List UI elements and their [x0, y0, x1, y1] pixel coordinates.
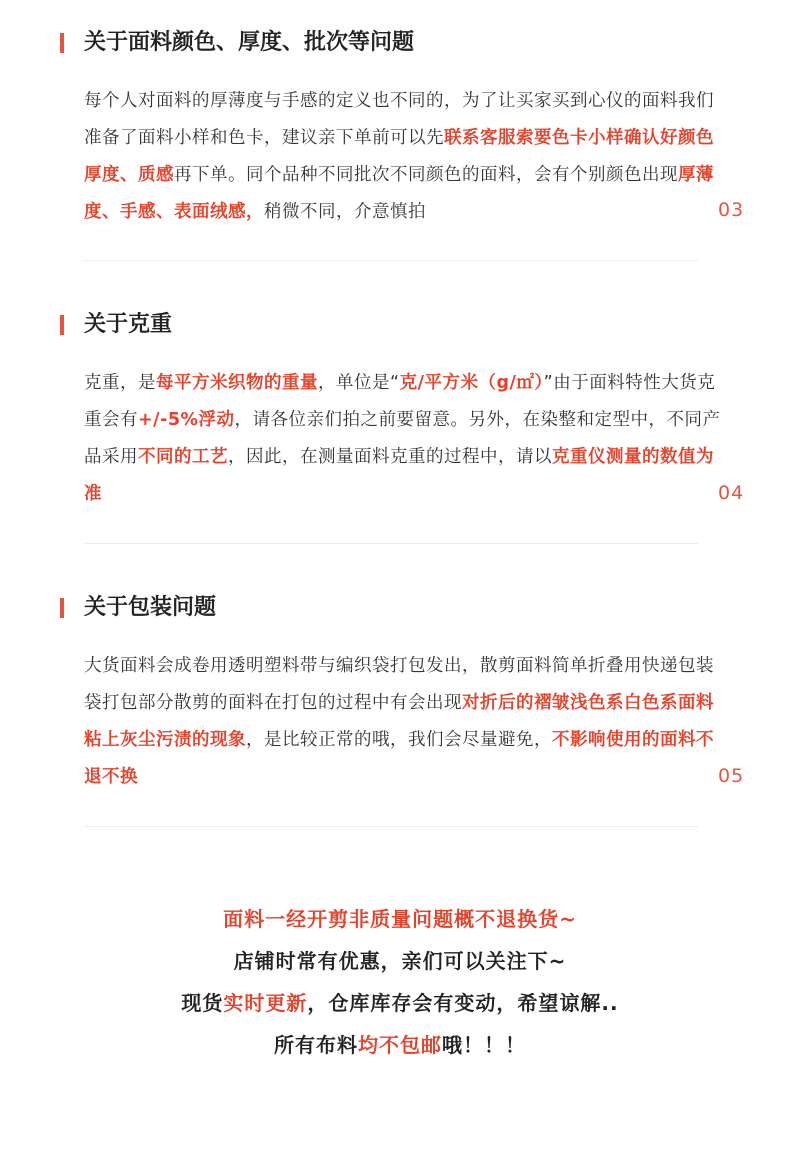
- highlight-text: +/-5%浮动: [138, 410, 235, 430]
- highlight-text: 联系客服索要色卡小样确认好颜色厚度、质感: [84, 128, 714, 185]
- section-title: [66, 310, 172, 340]
- section-number: 05: [718, 765, 745, 787]
- section-paragraph: [84, 365, 724, 513]
- body-text: ”由于面料特性大货克重会有: [84, 373, 716, 430]
- section-paragraph: [84, 83, 724, 231]
- divider: [84, 260, 698, 261]
- body-text: 再下单。同个品种不同批次不同颜色的面料，会有个别颜色出现: [174, 165, 678, 185]
- body-text: 大货面料会成卷用透明塑料带与编织袋打包发出，散剪面料简单折叠用快递包装袋打包部分散剪的面料在打包的过程中有会出现: [84, 656, 714, 713]
- footer-line-2: 店铺时常有优惠，亲们可以关注下~: [233, 949, 567, 973]
- highlight-text: 不同的工艺: [138, 447, 228, 467]
- section-title-text: 关于包装问题: [84, 595, 217, 620]
- footer-line-3: [0, 982, 800, 1024]
- footer-line-3-highlight: 实时更新: [223, 991, 308, 1015]
- divider: [84, 543, 698, 544]
- body-text: 每个人对面料的厚薄度与手感的定义也不同的，为了让买家买到心仪的面料我们准备了面料小样和色卡，建议亲下单前可以先: [84, 91, 714, 148]
- section-title: [66, 28, 414, 58]
- section-number: 04: [718, 482, 745, 504]
- footer-line-3-pre: 现货: [181, 991, 224, 1015]
- highlight-text: 对折后的褶皱浅色系白色系面料粘上灰尘污渍的现象: [84, 693, 714, 750]
- body-text: 稍微不同，介意慎拍: [264, 202, 426, 222]
- section-title: [66, 593, 216, 623]
- highlight-text: 克/平方米（g/㎡）: [399, 373, 544, 393]
- footer-line-4-highlight: 均不包邮: [358, 1033, 442, 1057]
- highlight-text: 不影响使用的面料不退不换: [84, 730, 714, 787]
- title-accent-bar: [60, 33, 64, 53]
- footer-line-1: 面料一经开剪非质量问题概不退换货~: [223, 907, 577, 931]
- footer-line-4: [0, 1024, 800, 1066]
- footer-notice: [0, 898, 800, 1066]
- footer-line-4-post: 哦！！！: [442, 1033, 526, 1057]
- body-text: 克重，是: [84, 373, 156, 393]
- section-number: 03: [718, 199, 745, 221]
- section-paragraph: [84, 648, 724, 796]
- section-title-text: 关于克重: [84, 312, 173, 337]
- body-text: ，是比较正常的哦，我们会尽量避免，: [246, 730, 552, 750]
- highlight-text: 厚薄度、手感、表面绒感，: [84, 165, 714, 222]
- section-title-text: 关于面料颜色、厚度、批次等问题: [84, 30, 415, 55]
- body-text: ，请各位亲们拍之前要留意。另外，在染整和定型中，不同产品采用: [84, 410, 721, 467]
- footer-line-4-pre: 所有布料: [274, 1033, 358, 1057]
- footer-line-3-post: ，仓库库存会有变动，希望谅解..: [307, 991, 619, 1015]
- highlight-text: 每平方米织物的重量: [156, 373, 318, 393]
- divider: [84, 826, 698, 827]
- body-text: ，单位是“: [318, 373, 400, 393]
- title-accent-bar: [60, 598, 64, 618]
- title-accent-bar: [60, 315, 64, 335]
- body-text: ，因此，在测量面料克重的过程中，请以: [228, 447, 552, 467]
- highlight-text: 克重仪测量的数值为准: [84, 447, 714, 504]
